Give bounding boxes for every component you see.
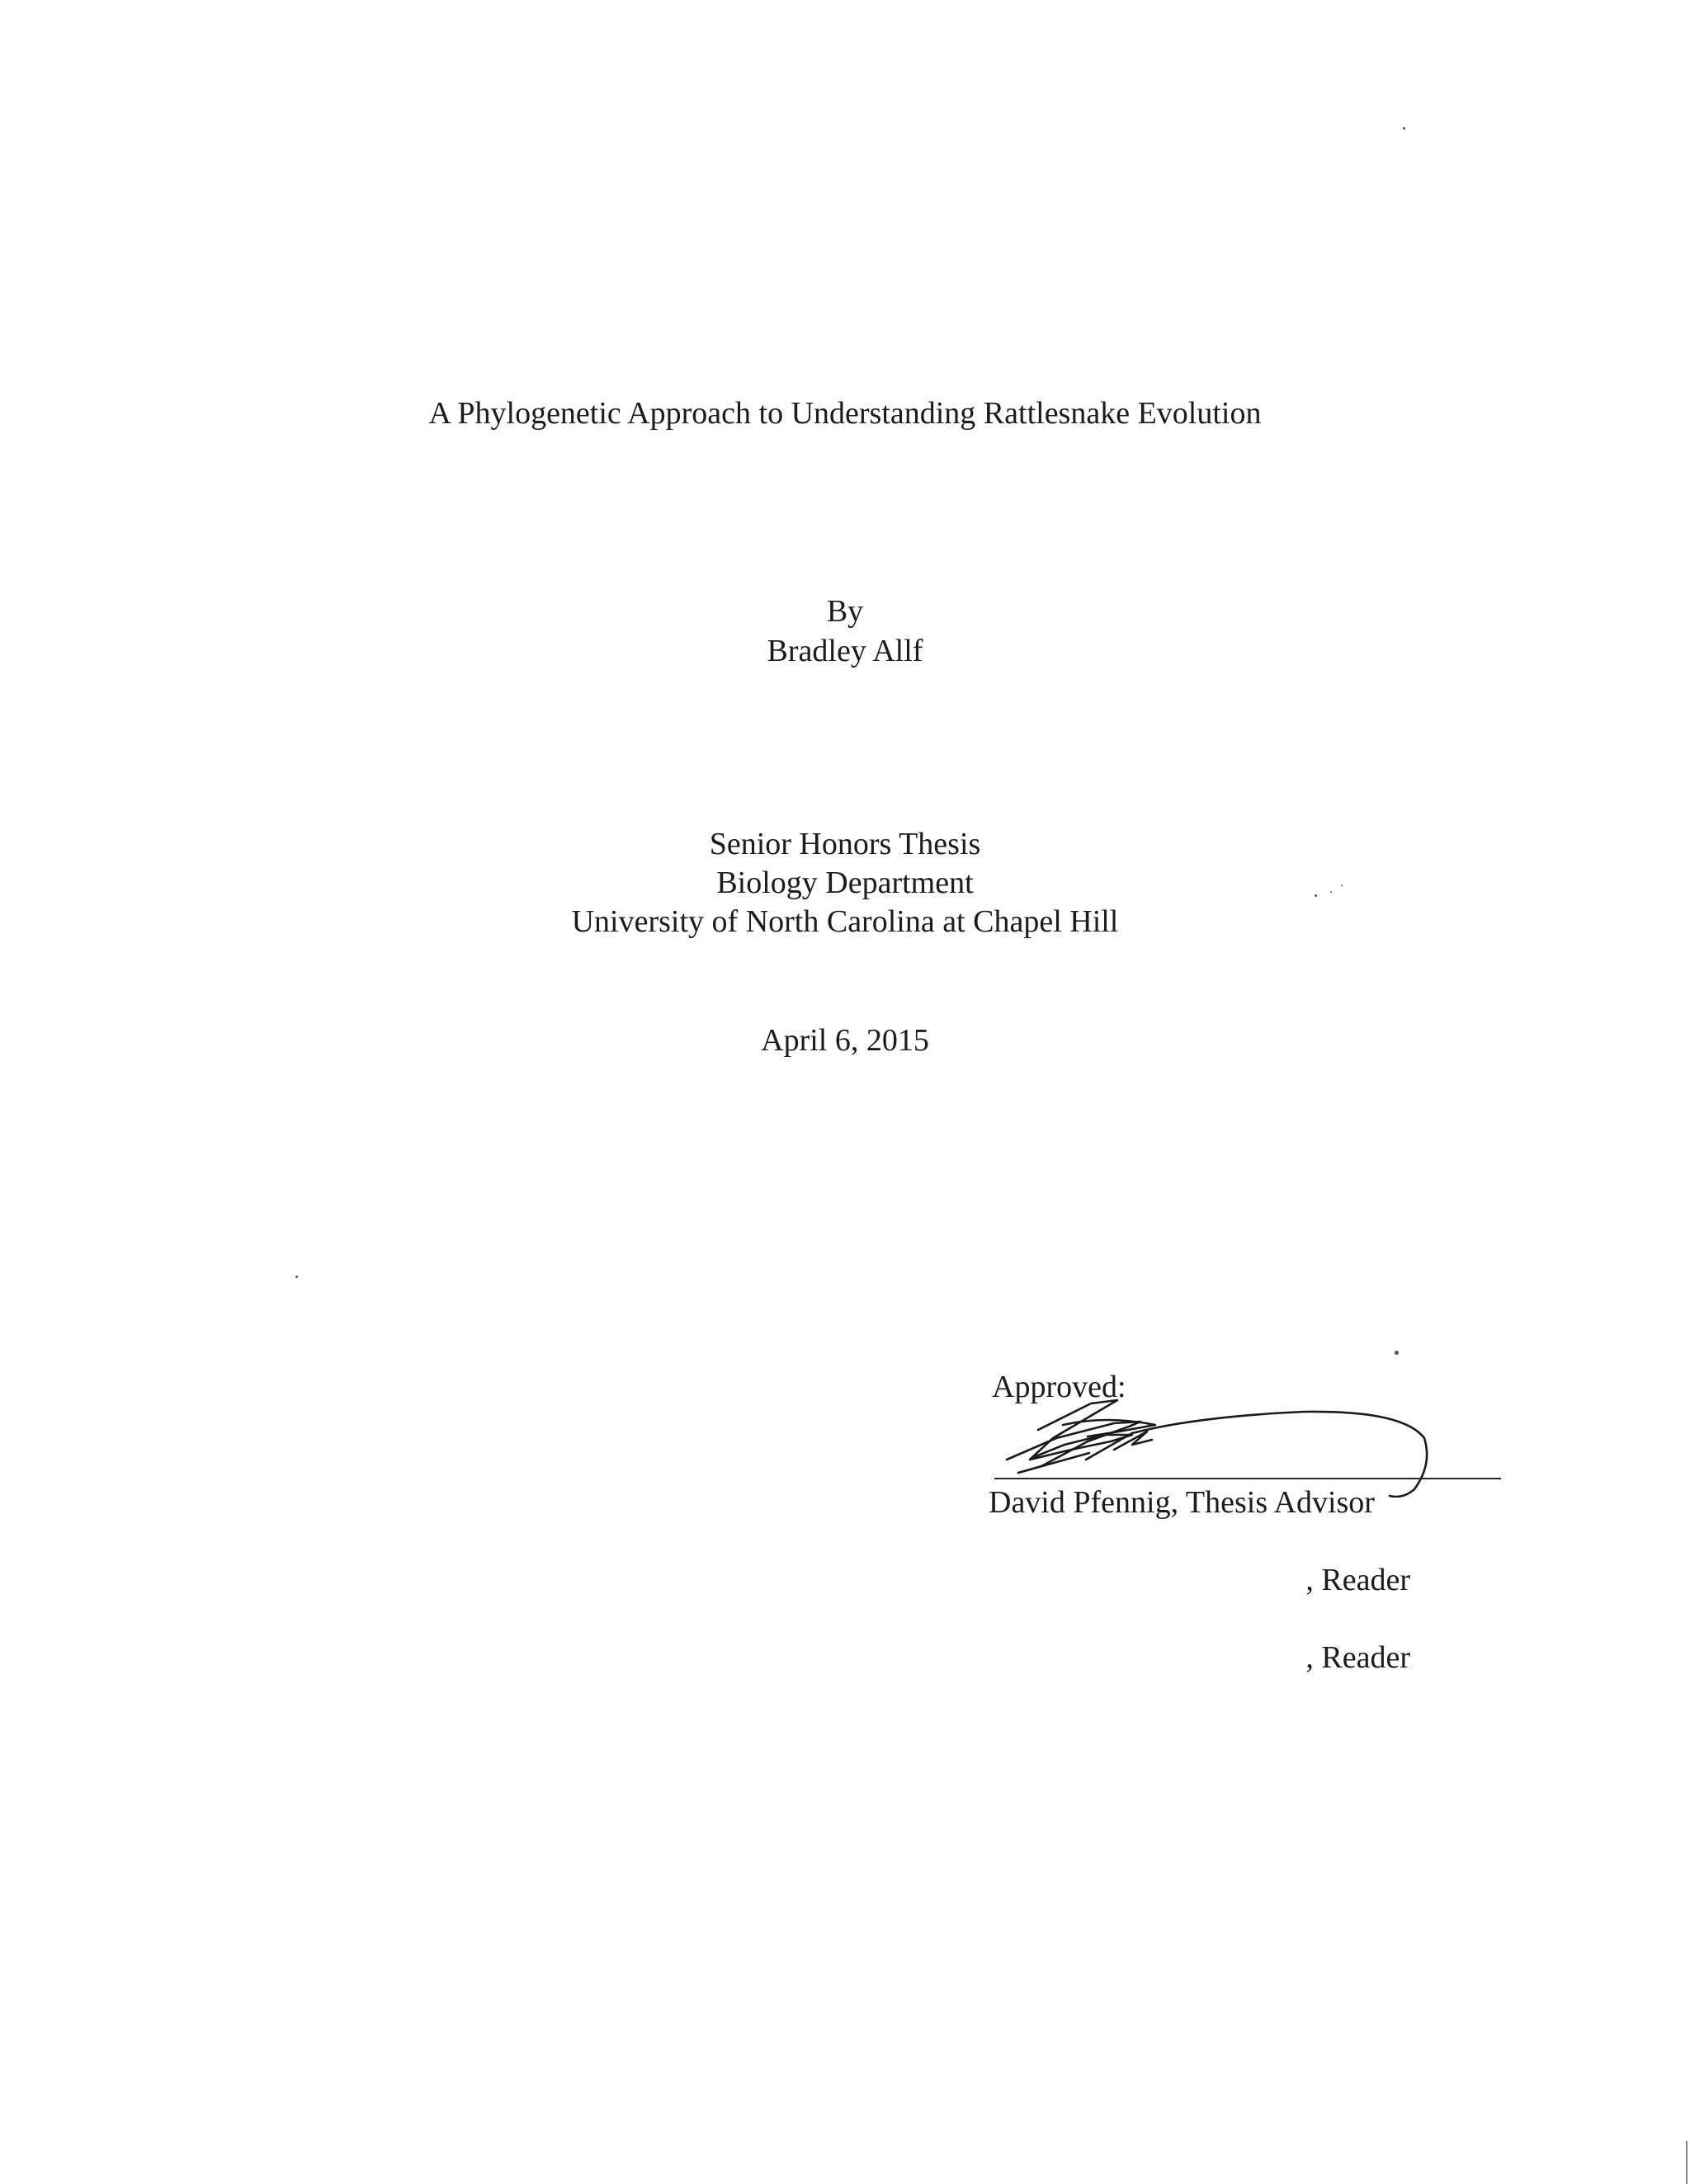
- university: University of North Carolina at Chapel Hill: [571, 904, 1119, 939]
- thesis-type: Senior Honors Thesis: [709, 827, 981, 861]
- reader-line-2: , Reader: [1305, 1640, 1410, 1675]
- affiliation-block: [0, 825, 1690, 941]
- by-label: By: [826, 594, 864, 629]
- department: Biology Department: [716, 866, 974, 900]
- reader-line-1: , Reader: [1305, 1563, 1410, 1597]
- author-name: Bradley Allf: [767, 634, 923, 668]
- scan-speck: [1341, 884, 1343, 886]
- signature-line: [994, 1478, 1501, 1479]
- scan-speck: [1403, 127, 1405, 130]
- scan-speck: [295, 1276, 298, 1278]
- scan-speck: [1330, 891, 1332, 893]
- advisor-line: David Pfennig, Thesis Advisor: [989, 1485, 1375, 1520]
- submission-date: April 6, 2015: [761, 1023, 929, 1058]
- scan-speck: [1395, 1351, 1399, 1355]
- approved-label: Approved:: [992, 1370, 1126, 1404]
- scan-edge-line: [1686, 2141, 1688, 2184]
- thesis-title: A Phylogenetic Approach to Understanding Rattlesnake Evolution: [428, 396, 1262, 431]
- scan-speck: [1315, 894, 1317, 897]
